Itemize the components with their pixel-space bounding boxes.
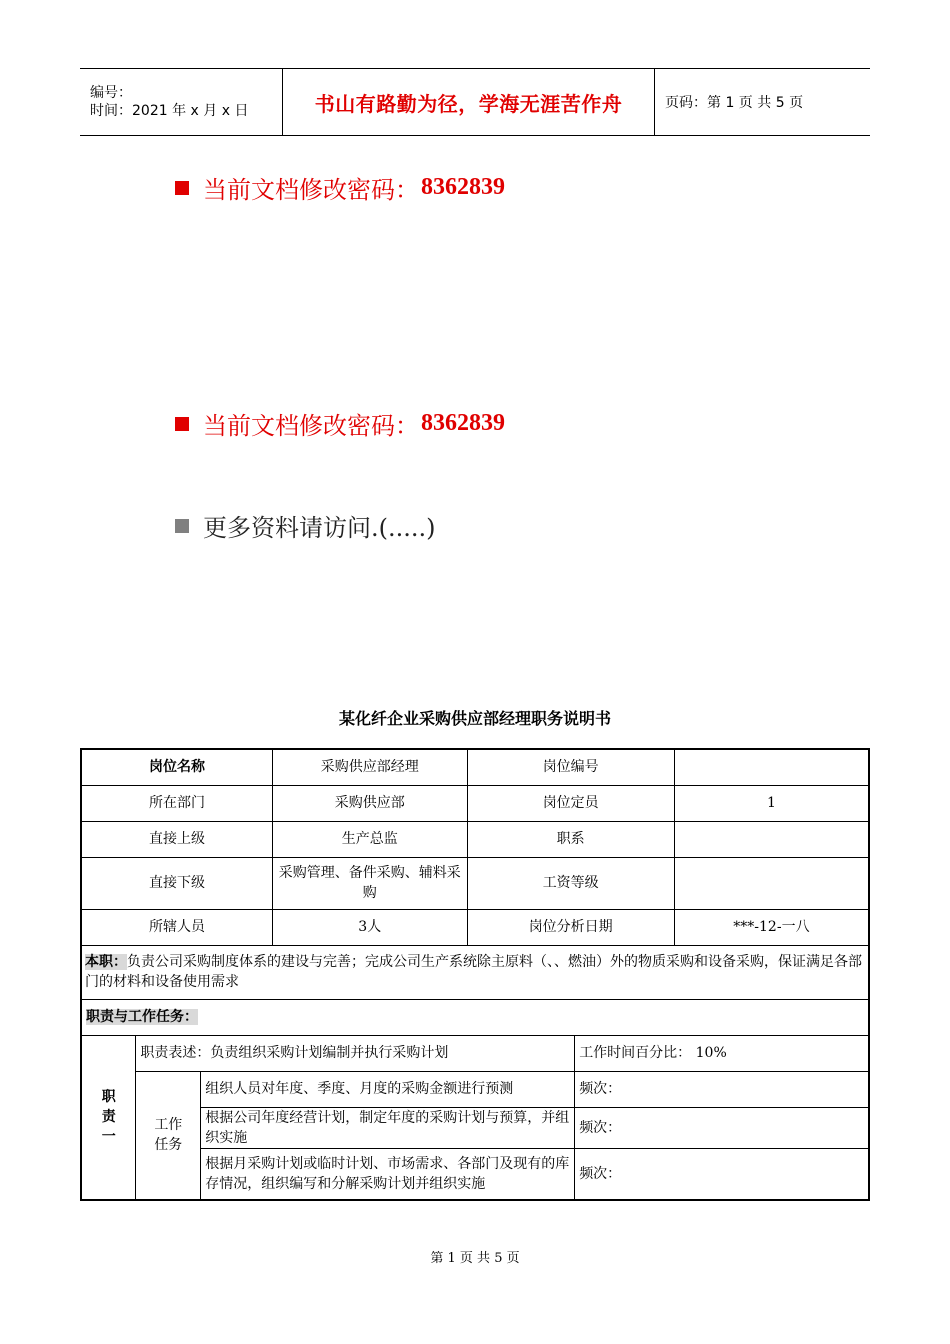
duty-one-label: 职 责 一 — [81, 1035, 136, 1200]
header-page-info: 页码：第 1 页 共 5 页 — [665, 95, 804, 111]
cell-analysis-date-value: ***-12-一八 — [674, 909, 869, 945]
task-text: 根据月采购计划或临时计划、市场需求、各部门及现有的库存情况，组织编写和分解采购计划并组织实施 — [201, 1148, 575, 1200]
cell-analysis-date-label: 岗位分析日期 — [467, 909, 674, 945]
task-text: 组织人员对年度、季度、月度的采购金额进行预测 — [201, 1071, 575, 1107]
cell-job-family-label: 职系 — [467, 821, 674, 857]
cell-salary-grade-label: 工资等级 — [467, 857, 674, 909]
cell-subordinates-label: 直接下级 — [81, 857, 273, 909]
table-row — [81, 785, 869, 821]
cell-position-name-value: 采购供应部经理 — [273, 749, 467, 785]
red-square-bullet-icon — [175, 181, 189, 195]
duties-label: 职责与工作任务： — [86, 1009, 198, 1025]
cell-staff-label: 所辖人员 — [81, 909, 273, 945]
document-number-label: 编号： — [90, 85, 132, 101]
password-value: 8362839 — [421, 410, 505, 436]
cell-department-label: 所在部门 — [81, 785, 273, 821]
job-description-table — [80, 748, 870, 1201]
work-tasks-label: 工作 任务 — [136, 1071, 201, 1200]
core-duty-cell — [81, 945, 869, 999]
cell-department-value: 采购供应部 — [273, 785, 467, 821]
cell-position-code-value — [674, 749, 869, 785]
table-row — [81, 857, 869, 909]
duty-one-statement: 职责表述：负责组织采购计划编制并执行采购计划 — [136, 1035, 575, 1071]
task-frequency: 频次： — [575, 1071, 869, 1107]
core-duty-text: 负责公司采购制度体系的建设与完善；完成公司生产系统除主原料（、、燃油）外的物质采购和设备采购，保证满足各部门的材料和设备使用需求 — [85, 954, 862, 990]
table-row — [81, 999, 869, 1035]
task-frequency: 频次： — [575, 1148, 869, 1200]
table-row — [81, 909, 869, 945]
table-row — [81, 1035, 869, 1071]
cell-supervisor-value: 生产总监 — [273, 821, 467, 857]
gray-square-bullet-icon — [175, 519, 189, 533]
header-meta — [80, 69, 283, 135]
task-frequency: 频次： — [575, 1107, 869, 1148]
table-row — [81, 1071, 869, 1107]
table-row — [81, 945, 869, 999]
more-info-text: 更多资料请访问.(.....) — [203, 514, 436, 542]
cell-position-code-label: 岗位编号 — [467, 749, 674, 785]
header-motto-cell — [283, 69, 655, 135]
password-label: 当前文档修改密码： — [203, 412, 419, 440]
duties-header-cell — [81, 999, 869, 1035]
cell-supervisor-label: 直接上级 — [81, 821, 273, 857]
cell-position-name-label: 岗位名称 — [81, 749, 273, 785]
red-square-bullet-icon — [175, 417, 189, 431]
cell-salary-grade-value — [674, 857, 869, 909]
table-row — [81, 749, 869, 785]
header-motto: 书山有路勤为径，学海无涯苦作舟 — [314, 91, 623, 116]
more-info-notice — [175, 508, 436, 543]
table-row — [81, 821, 869, 857]
cell-headcount-label: 岗位定员 — [467, 785, 674, 821]
task-text: 根据公司年度经营计划，制定年度的采购计划与预算，并组织实施 — [201, 1107, 575, 1148]
password-value: 8362839 — [421, 174, 505, 200]
cell-subordinates-value: 采购管理、备件采购、辅料采购 — [273, 857, 467, 909]
password-notice-1 — [175, 170, 505, 205]
duty-one-time-percent: 工作时间百分比： 10% — [575, 1035, 869, 1071]
page-footer: 第 1 页 共 5 页 — [430, 1251, 520, 1266]
page-header — [80, 68, 870, 136]
cell-staff-value: 3人 — [273, 909, 467, 945]
password-label: 当前文档修改密码： — [203, 176, 419, 204]
document-time: 时间：2021 年 x 月 x 日 — [90, 103, 249, 119]
password-notice-2 — [175, 406, 505, 441]
core-duty-label: 本职： — [85, 954, 127, 970]
cell-job-family-value — [674, 821, 869, 857]
document-title: 某化纤企业采购供应部经理职务说明书 — [338, 709, 611, 728]
cell-headcount-value: 1 — [674, 785, 869, 821]
